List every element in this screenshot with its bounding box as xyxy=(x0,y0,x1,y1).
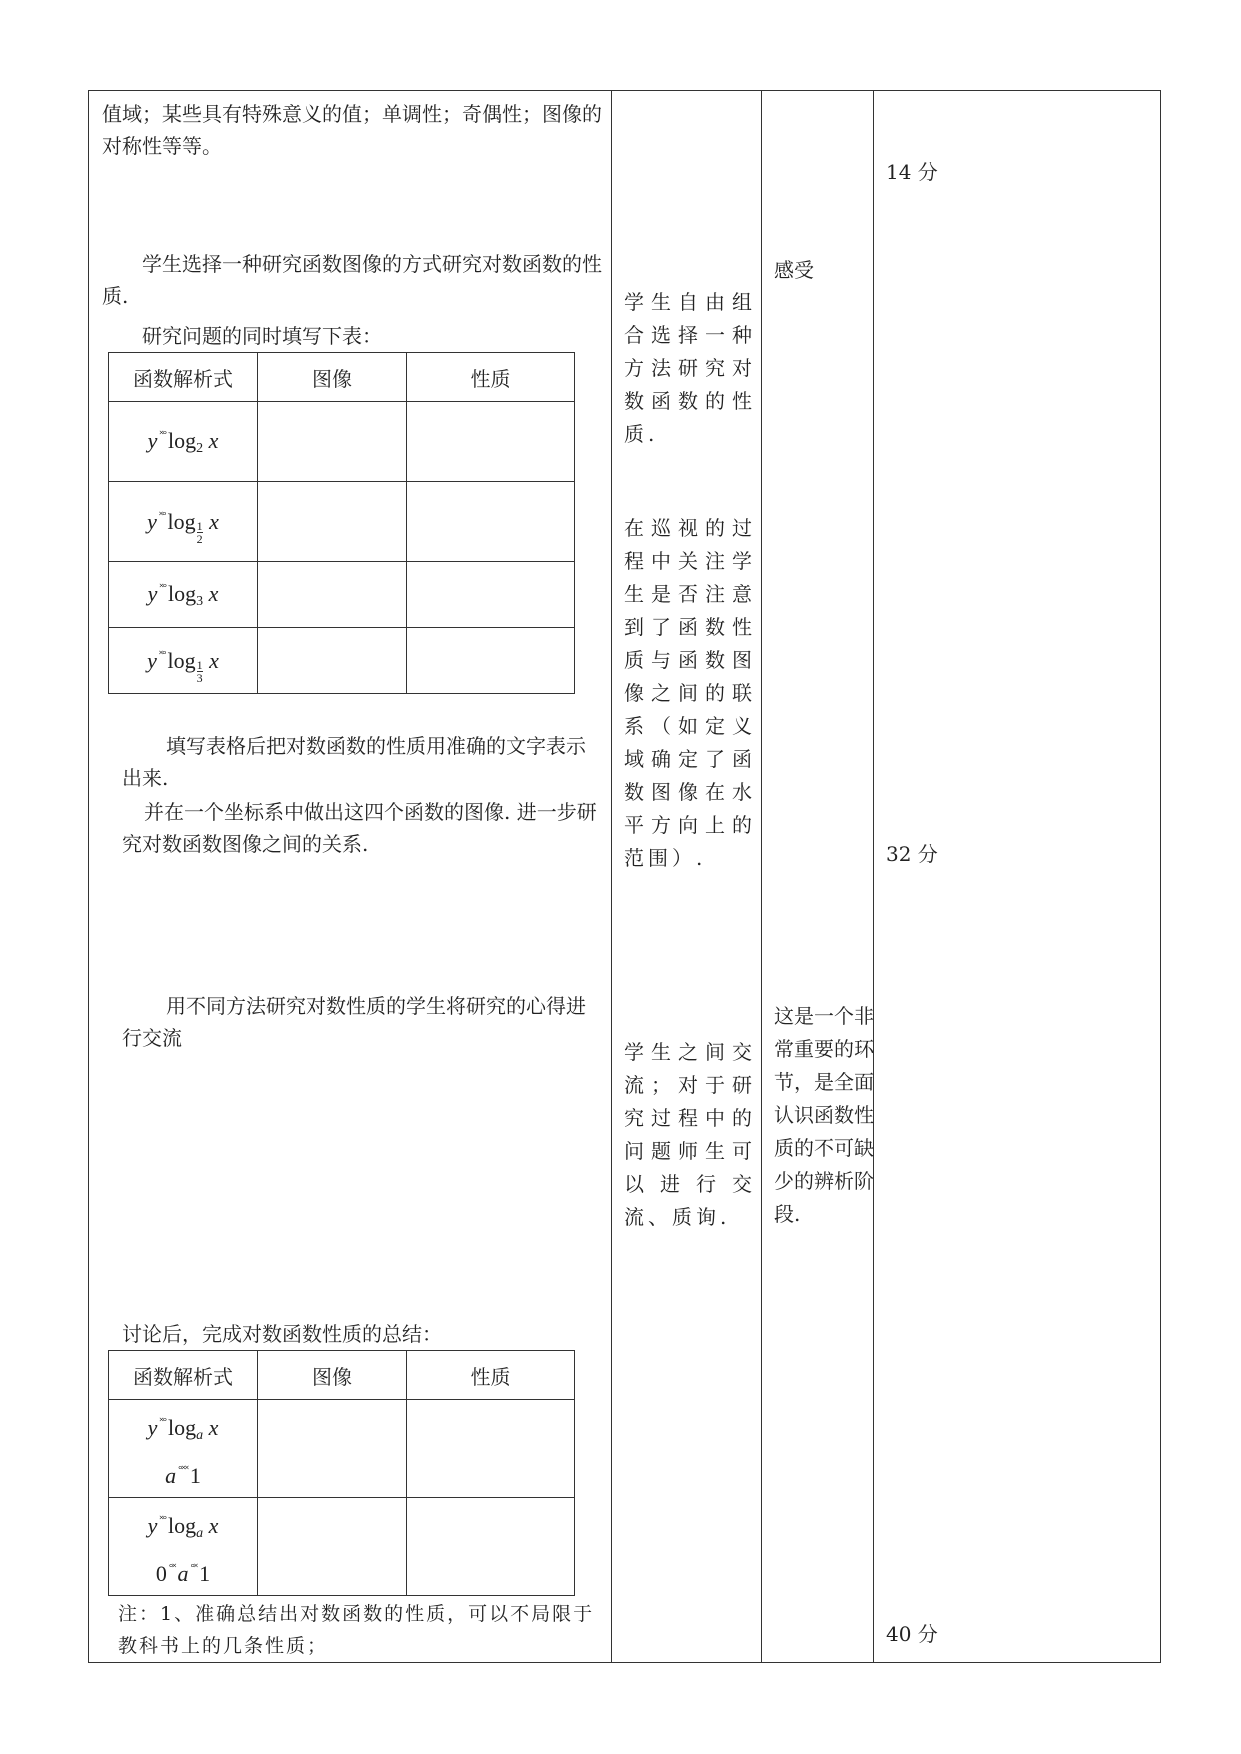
teacher-observe-paragraph: 在巡视的过程中关注学生是否注意到了函数性质与函数图像之间的联系（如定义域确定了函数图像在水平方向上的范围）. xyxy=(624,516,756,870)
important-step-paragraph: 这是一个非常重要的环节，是全面认识函数性质的不可缺少的辨析阶段. xyxy=(774,1004,874,1226)
formula-log-third: y ˟°log $\frac{1}{3}$ x xyxy=(109,628,258,694)
formula-log-a-between-0-1: y $^{˟^\circ}\log_a$ x 0 °˟a °˟1 xyxy=(109,1498,258,1596)
header-formula: 函数解析式 xyxy=(109,1351,258,1400)
feel-label: 感受 xyxy=(774,258,814,282)
time-40: 40 分 xyxy=(886,1622,938,1646)
formula-log-half: y ˟°log $\frac{1}{2}$ x xyxy=(109,482,258,562)
intro-paragraph: 值域；某些具有特殊意义的值；单调性；奇偶性；图像的对称性等等。 xyxy=(102,102,602,158)
graph-cell xyxy=(258,1498,407,1596)
student-exchange-paragraph: 学生之间交流；对于研究过程中的问题师生可以进行交流、质询. xyxy=(624,1040,756,1229)
column-divider xyxy=(611,91,612,1662)
property-cell xyxy=(407,1400,575,1498)
header-graph: 图像 xyxy=(258,1351,407,1400)
property-cell xyxy=(407,628,575,694)
log-function-table xyxy=(108,352,575,694)
graph-cell xyxy=(258,562,407,628)
formula-log2: y $^{˟^\circ}\log_2$ x xyxy=(109,402,258,482)
property-cell xyxy=(407,402,575,482)
note-paragraph: 注：1、准确总结出对数函数的性质，可以不局限于教科书上的几条性质； xyxy=(118,1603,595,1657)
column-divider xyxy=(761,91,762,1662)
formula-log3: y $^{˟^\circ}\log_3$ x xyxy=(109,562,258,628)
property-cell xyxy=(407,482,575,562)
exchange-paragraph: 用不同方法研究对数性质的学生将研究的心得进行交流 xyxy=(122,994,586,1050)
coordinate-paragraph: 并在一个坐标系中做出这四个函数的图像. 进一步研究对数函数图像之间的关系. xyxy=(122,800,597,856)
fill-table-instruction: 研究问题的同时填写下表： xyxy=(142,324,382,348)
after-table-paragraph: 填写表格后把对数函数的性质用准确的文字表示出来. xyxy=(122,734,586,790)
time-32: 32 分 xyxy=(886,842,938,866)
header-graph: 图像 xyxy=(258,353,407,402)
header-property: 性质 xyxy=(407,1351,575,1400)
header-property: 性质 xyxy=(407,353,575,402)
property-cell xyxy=(407,562,575,628)
property-cell xyxy=(407,1498,575,1596)
graph-cell xyxy=(258,628,407,694)
graph-cell xyxy=(258,402,407,482)
time-14: 14 分 xyxy=(886,160,938,184)
graph-cell xyxy=(258,482,407,562)
column-divider xyxy=(873,91,874,1662)
student-choice-paragraph: 学生自由组合选择一种方法研究对数函数的性质. xyxy=(624,290,756,446)
choose-method-paragraph: 学生选择一种研究函数图像的方式研究对数函数的性质. xyxy=(102,252,602,308)
discuss-paragraph: 讨论后，完成对数函数性质的总结： xyxy=(122,1322,442,1346)
log-summary-table xyxy=(108,1350,575,1596)
header-formula: 函数解析式 xyxy=(109,353,258,402)
graph-cell xyxy=(258,1400,407,1498)
formula-log-a-gt-1: y $^{˟^\circ}\log_a$ x a °˟˟1 xyxy=(109,1400,258,1498)
